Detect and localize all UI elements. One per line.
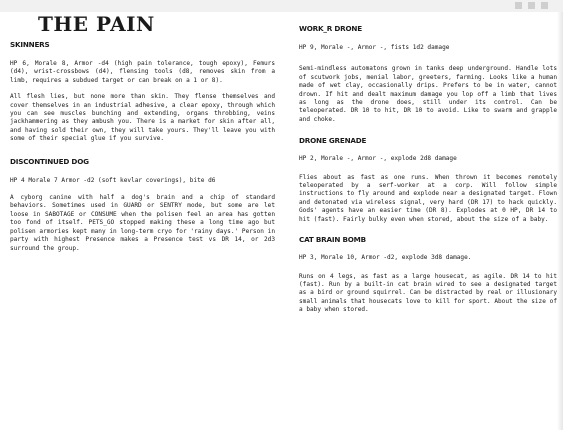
drone-description: Semi-mindless automatons grown in tanks deep underground. Handle lots of scutwork jobs, menial labor, greeters, farming. Looks like a human made of wet clay, occasionally drips. Prefers to be in water, cannot drown. If hit and dealt maximum damage you lop off a limb that lives as long as the drone does, still under its control. Can be teleoperated. DR 10 to hit, DR 10 to avoid. Like to swarm and grapple and choke. (299, 65, 557, 123)
skinners-stats: HP 6, Morale 8, Armor -d4 (high pain tolerance, tough epoxy), Femurs (d4), wrist-crossbows (d4), flensing tools (d8, removes skin from a limb, requires a subdued target or can break on a 1 or 8). (10, 60, 275, 84)
heading-discontinued-dog: DISCONTINUED DOG (10, 156, 89, 166)
grenade-description: Flies about as fast as one runs. When thrown it becomes remotely teleoperated by a serf-worker at a corp. Will follow simple instructions to fly around and explode near a designated target. Flown and detonated via wireless signal, very hard (DR 17) to hack quickly. Gods' agents have an easier time (DR 8). Explodes at 0 HP, DR 14 to hit (fast). Fairly bulky even when stored, about the size of a baby. (299, 173, 557, 223)
heading-skinners: SKINNERS (10, 40, 50, 49)
square-icon (541, 2, 548, 9)
cat-description: Runs on 4 legs, as fast as a large housecat, as agile. DR 14 to hit (fast). Run by a built-in cat brain wired to see a designated target as a bird or ground squirrel. Can be distracted by real or illusionary small animals that housecats love to kill for sport. About the size of a baby when stored. (299, 272, 557, 314)
page-title: THE PAIN (38, 12, 155, 36)
heading-drone-grenade: DRONE GRENADE (299, 136, 367, 146)
document-page (0, 12, 563, 430)
drone-stats: HP 9, Morale -, Armor -, fists 1d2 damage (299, 44, 450, 51)
page-edge-shadow (557, 12, 563, 430)
dog-stats: HP 4 Morale 7 Armor -d2 (soft kevlar coverings), bite d6 (10, 176, 216, 184)
cat-stats: HP 3, Morale 10, Armor -d2, explode 3d8 damage. (299, 254, 472, 262)
square-icon (528, 2, 535, 9)
skinners-description: All flesh lies, but none more than skin. They flense themselves and cover themselves in an industrial adhesive, a clear epoxy, through which you can see muscles bunching and extending, organs throbbing, veins jackhammering as they ambush you. There is a market for skin after all, and having sold their own, they will take yours. They'll leave you with some of their special glue if you survive. (10, 93, 275, 143)
grenade-stats: HP 2, Morale -, Armor -, explode 2d8 damage (299, 155, 457, 163)
dog-description: A cyborg canine with half a dog's brain and a chip of standard behaviors. Sometimes used in GUARD or SENTRY mode, but some are let loose in SABOTAGE or CONSUME when the polisen feel an area has gotten too fond of itself. PETS_GO stopped making these a long time ago but polisen armories kept many in long-term cryo for 'rainy days.' Person in party with highest Presence makes a Presence test vs DR 14, or 2d3 surround the group. (10, 194, 275, 252)
right-column (299, 12, 557, 315)
left-column (10, 12, 275, 253)
heading-work-r-drone: WORK_R DRONE (299, 24, 362, 33)
window-top-bar (0, 0, 563, 12)
heading-cat-brain-bomb: CAT BRAIN BOMB (299, 235, 366, 245)
square-icon (515, 2, 522, 9)
